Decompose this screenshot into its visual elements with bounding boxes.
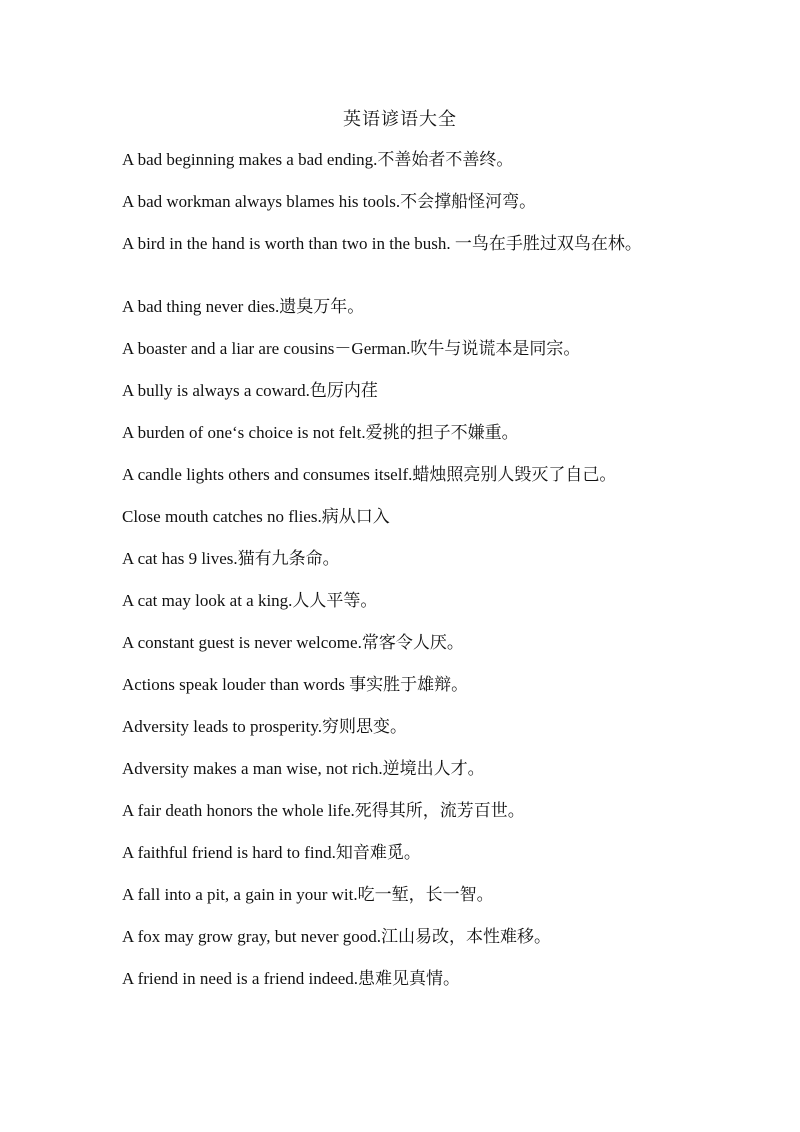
proverb-line: A candle lights others and consumes itself.蜡烛照亮别人毁灭了自己。 [122, 465, 617, 484]
proverb-line: A burden of one‘s choice is not felt.爱挑的担子不嫌重。 [122, 423, 519, 442]
proverb-line: A cat has 9 lives.猫有九条命。 [122, 549, 340, 568]
proverb-line: A bad beginning makes a bad ending.不善始者不善终。 [122, 150, 514, 169]
proverb-line: A bad workman always blames his tools.不会撑船怪河弯。 [122, 192, 537, 211]
proverb-line: A fair death honors the whole life.死得其所，流芳百世。 [122, 801, 525, 820]
proverb-line: Close mouth catches no flies.病从口入 [122, 507, 390, 526]
proverb-line: Adversity leads to prosperity.穷则思变。 [122, 717, 408, 736]
proverb-line: A bad thing never dies.遗臭万年。 [122, 297, 365, 316]
proverb-line: Actions speak louder than words 事实胜于雄辩。 [122, 675, 469, 694]
proverb-line: A bird in the hand is worth than two in the bush. 一鸟在手胜过双鸟在林。 [122, 234, 642, 253]
proverb-line: A fall into a pit, a gain in your wit.吃一堑，长一智。 [122, 885, 494, 904]
proverb-line: A fox may grow gray, but never good.江山易改，本性难移。 [122, 927, 552, 946]
proverb-line: Adversity makes a man wise, not rich.逆境出人才。 [122, 759, 485, 778]
proverb-line: A friend in need is a friend indeed.患难见真情。 [122, 969, 461, 988]
proverb-line: A boaster and a liar are cousins－German.吹牛与说谎本是同宗。 [122, 339, 581, 358]
proverb-line: A bully is always a coward.色厉内荏 [122, 381, 378, 400]
proverb-line: A cat may look at a king.人人平等。 [122, 591, 378, 610]
proverb-line: A constant guest is never welcome.常客令人厌。 [122, 633, 464, 652]
proverb-line: A faithful friend is hard to find.知音难觅。 [122, 843, 421, 862]
page-title: 英语谚语大全 [343, 109, 457, 129]
